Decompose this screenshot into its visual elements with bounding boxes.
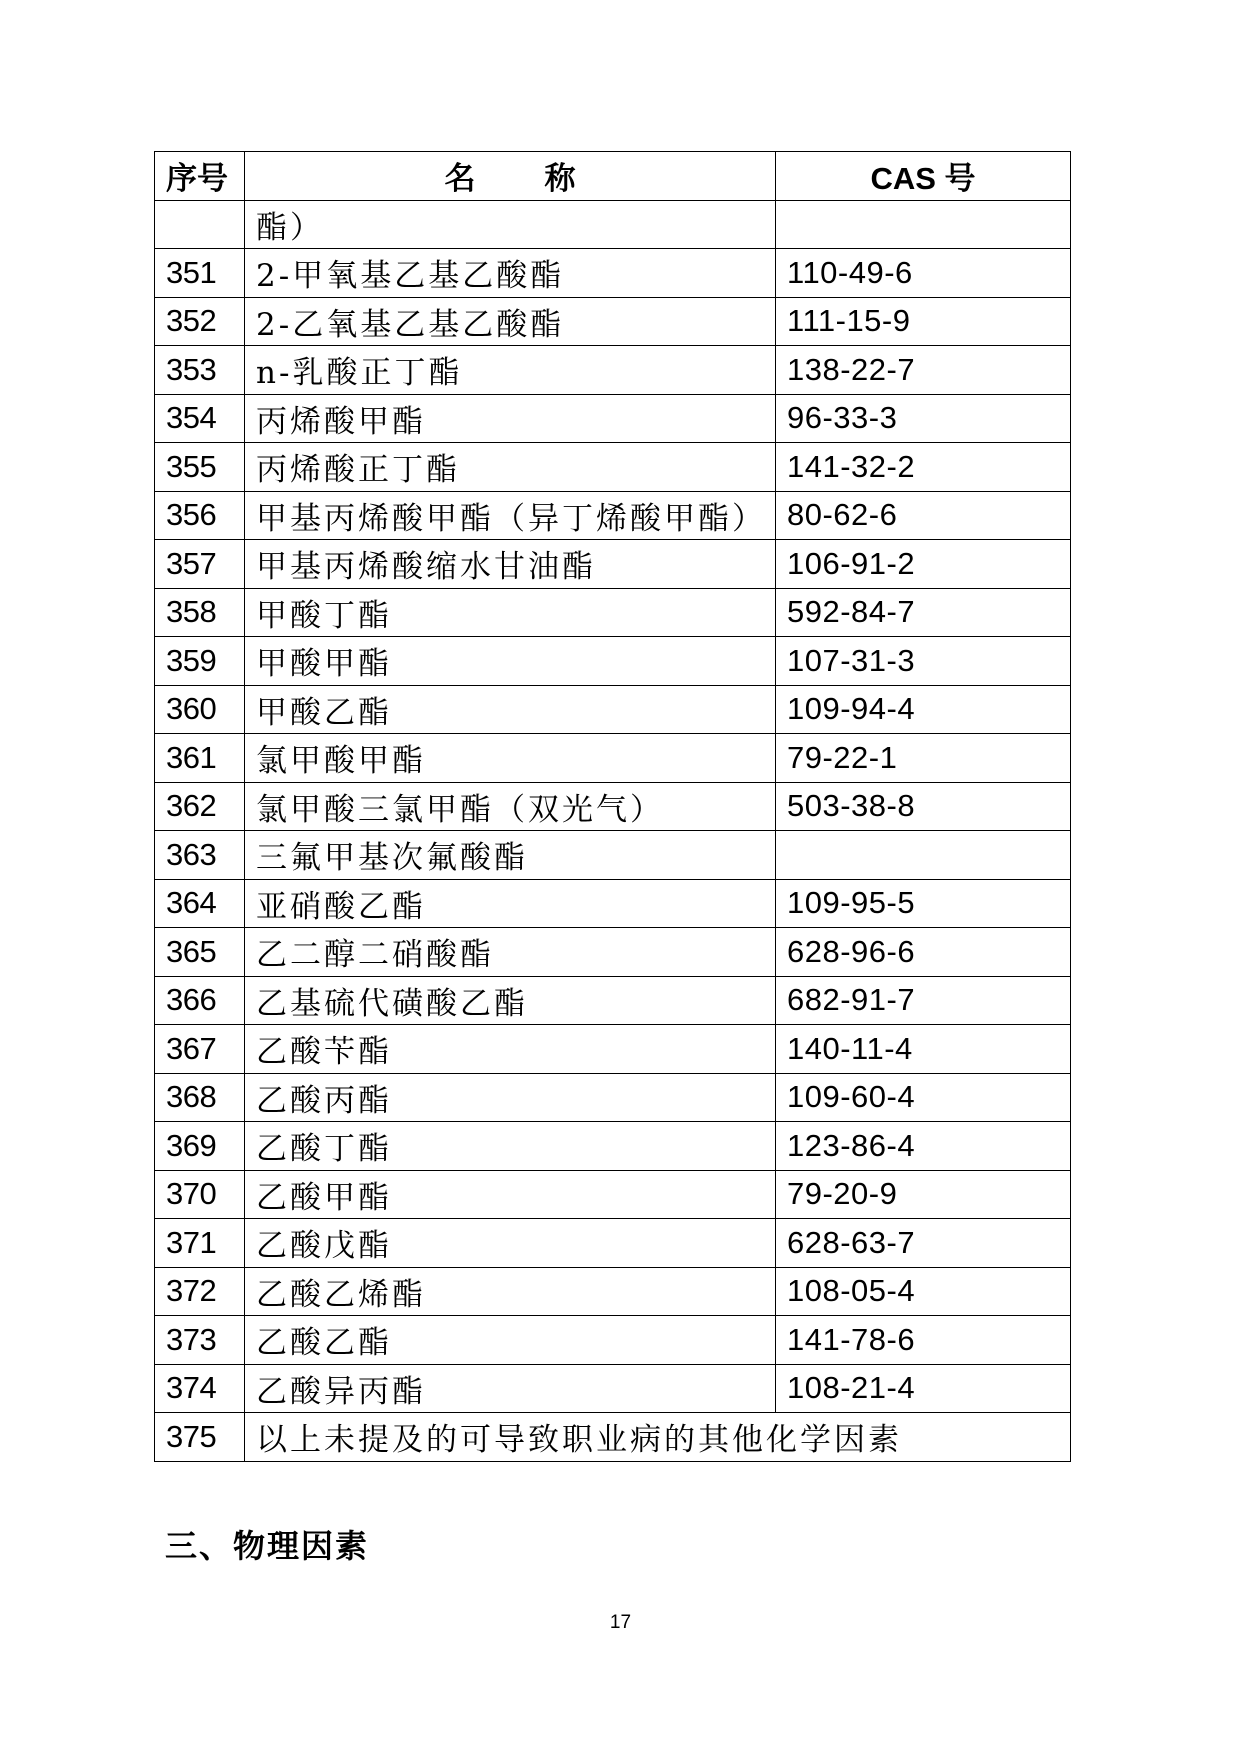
chemical-factor-table bbox=[154, 151, 1071, 1462]
table-row bbox=[155, 928, 1071, 977]
row-cas: 503-38-8 bbox=[776, 782, 1071, 831]
table-row bbox=[155, 1316, 1071, 1365]
row-name: 乙二醇二硝酸酯 bbox=[245, 928, 776, 977]
table-row bbox=[155, 297, 1071, 346]
row-name: 乙酸乙酯 bbox=[245, 1316, 776, 1365]
table-row bbox=[155, 588, 1071, 637]
table-row bbox=[155, 540, 1071, 589]
table-row bbox=[155, 1122, 1071, 1171]
row-seq: 365 bbox=[155, 928, 245, 977]
row-cas bbox=[776, 831, 1071, 880]
row-seq: 375 bbox=[155, 1413, 245, 1462]
row-cas: 109-95-5 bbox=[776, 879, 1071, 928]
row-seq: 370 bbox=[155, 1170, 245, 1219]
row-name: 甲酸丁酯 bbox=[245, 588, 776, 637]
row-name: n-乳酸正丁酯 bbox=[245, 346, 776, 395]
row-name: 氯甲酸三氯甲酯（双光气） bbox=[245, 782, 776, 831]
row-cas: 111-15-9 bbox=[776, 297, 1071, 346]
row-seq: 360 bbox=[155, 685, 245, 734]
table-row bbox=[155, 637, 1071, 686]
table-header-row bbox=[155, 152, 1071, 201]
row-cas: 628-96-6 bbox=[776, 928, 1071, 977]
table-row bbox=[155, 782, 1071, 831]
row-seq: 364 bbox=[155, 879, 245, 928]
row-seq: 351 bbox=[155, 249, 245, 298]
row-cas: 140-11-4 bbox=[776, 1025, 1071, 1074]
row-cas: 138-22-7 bbox=[776, 346, 1071, 395]
row-seq: 352 bbox=[155, 297, 245, 346]
row-name: 2-乙氧基乙基乙酸酯 bbox=[245, 297, 776, 346]
row-name: 甲酸甲酯 bbox=[245, 637, 776, 686]
table-row bbox=[155, 1025, 1071, 1074]
table-row bbox=[155, 1170, 1071, 1219]
row-cas: 96-33-3 bbox=[776, 394, 1071, 443]
row-name: 亚硝酸乙酯 bbox=[245, 879, 776, 928]
row-name: 乙基硫代磺酸乙酯 bbox=[245, 976, 776, 1025]
row-seq: 366 bbox=[155, 976, 245, 1025]
row-cas: 107-31-3 bbox=[776, 637, 1071, 686]
row-name: 以上未提及的可导致职业病的其他化学因素 bbox=[245, 1413, 1071, 1462]
row-cas: 682-91-7 bbox=[776, 976, 1071, 1025]
table-row bbox=[155, 491, 1071, 540]
row-cas: 110-49-6 bbox=[776, 249, 1071, 298]
row-name: 乙酸戊酯 bbox=[245, 1219, 776, 1268]
table-row bbox=[155, 346, 1071, 395]
table-row-final bbox=[155, 1413, 1071, 1462]
row-cas: 79-22-1 bbox=[776, 734, 1071, 783]
row-seq: 374 bbox=[155, 1364, 245, 1413]
row-name: 氯甲酸甲酯 bbox=[245, 734, 776, 783]
row-name: 乙酸乙烯酯 bbox=[245, 1267, 776, 1316]
row-cas: 109-60-4 bbox=[776, 1073, 1071, 1122]
table-row bbox=[155, 685, 1071, 734]
row-name: 酯） bbox=[245, 200, 776, 249]
row-cas: 123-86-4 bbox=[776, 1122, 1071, 1171]
row-seq: 372 bbox=[155, 1267, 245, 1316]
table-row bbox=[155, 443, 1071, 492]
row-cas: 108-21-4 bbox=[776, 1364, 1071, 1413]
row-name: 乙酸丙酯 bbox=[245, 1073, 776, 1122]
row-name: 丙烯酸正丁酯 bbox=[245, 443, 776, 492]
page-number: 17 bbox=[609, 1612, 632, 1633]
row-seq: 362 bbox=[155, 782, 245, 831]
row-cas: 141-78-6 bbox=[776, 1316, 1071, 1365]
header-seq: 序号 bbox=[155, 152, 245, 201]
table-row bbox=[155, 734, 1071, 783]
row-cas: 106-91-2 bbox=[776, 540, 1071, 589]
table-row bbox=[155, 976, 1071, 1025]
row-name: 甲基丙烯酸甲酯（异丁烯酸甲酯） bbox=[245, 491, 776, 540]
row-cas bbox=[776, 200, 1071, 249]
row-cas: 628-63-7 bbox=[776, 1219, 1071, 1268]
row-cas: 592-84-7 bbox=[776, 588, 1071, 637]
table-row bbox=[155, 1267, 1071, 1316]
row-seq: 361 bbox=[155, 734, 245, 783]
row-name: 乙酸丁酯 bbox=[245, 1122, 776, 1171]
row-seq: 363 bbox=[155, 831, 245, 880]
row-seq: 356 bbox=[155, 491, 245, 540]
row-seq: 373 bbox=[155, 1316, 245, 1365]
table-row bbox=[155, 1364, 1071, 1413]
header-name: 名 称 bbox=[245, 152, 776, 201]
row-name: 甲酸乙酯 bbox=[245, 685, 776, 734]
row-seq: 371 bbox=[155, 1219, 245, 1268]
row-cas: 80-62-6 bbox=[776, 491, 1071, 540]
row-name: 丙烯酸甲酯 bbox=[245, 394, 776, 443]
table-row bbox=[155, 879, 1071, 928]
row-seq: 354 bbox=[155, 394, 245, 443]
row-seq: 359 bbox=[155, 637, 245, 686]
section-heading: 三、物理因素 bbox=[165, 1527, 370, 1565]
row-seq: 368 bbox=[155, 1073, 245, 1122]
row-seq: 353 bbox=[155, 346, 245, 395]
row-cas: 108-05-4 bbox=[776, 1267, 1071, 1316]
row-seq: 369 bbox=[155, 1122, 245, 1171]
row-seq: 367 bbox=[155, 1025, 245, 1074]
header-cas: CAS 号 bbox=[776, 152, 1071, 201]
table-row bbox=[155, 1073, 1071, 1122]
row-seq bbox=[155, 200, 245, 249]
table-row bbox=[155, 394, 1071, 443]
row-cas: 109-94-4 bbox=[776, 685, 1071, 734]
table-row bbox=[155, 831, 1071, 880]
row-name: 三氟甲基次氟酸酯 bbox=[245, 831, 776, 880]
row-name: 甲基丙烯酸缩水甘油酯 bbox=[245, 540, 776, 589]
table-row bbox=[155, 249, 1071, 298]
row-cas: 141-32-2 bbox=[776, 443, 1071, 492]
row-seq: 355 bbox=[155, 443, 245, 492]
table-body bbox=[155, 200, 1071, 1461]
table-row bbox=[155, 1219, 1071, 1268]
row-name: 乙酸甲酯 bbox=[245, 1170, 776, 1219]
row-name: 2-甲氧基乙基乙酸酯 bbox=[245, 249, 776, 298]
table-row bbox=[155, 200, 1071, 249]
row-seq: 357 bbox=[155, 540, 245, 589]
row-cas: 79-20-9 bbox=[776, 1170, 1071, 1219]
row-name: 乙酸异丙酯 bbox=[245, 1364, 776, 1413]
row-seq: 358 bbox=[155, 588, 245, 637]
row-name: 乙酸苄酯 bbox=[245, 1025, 776, 1074]
